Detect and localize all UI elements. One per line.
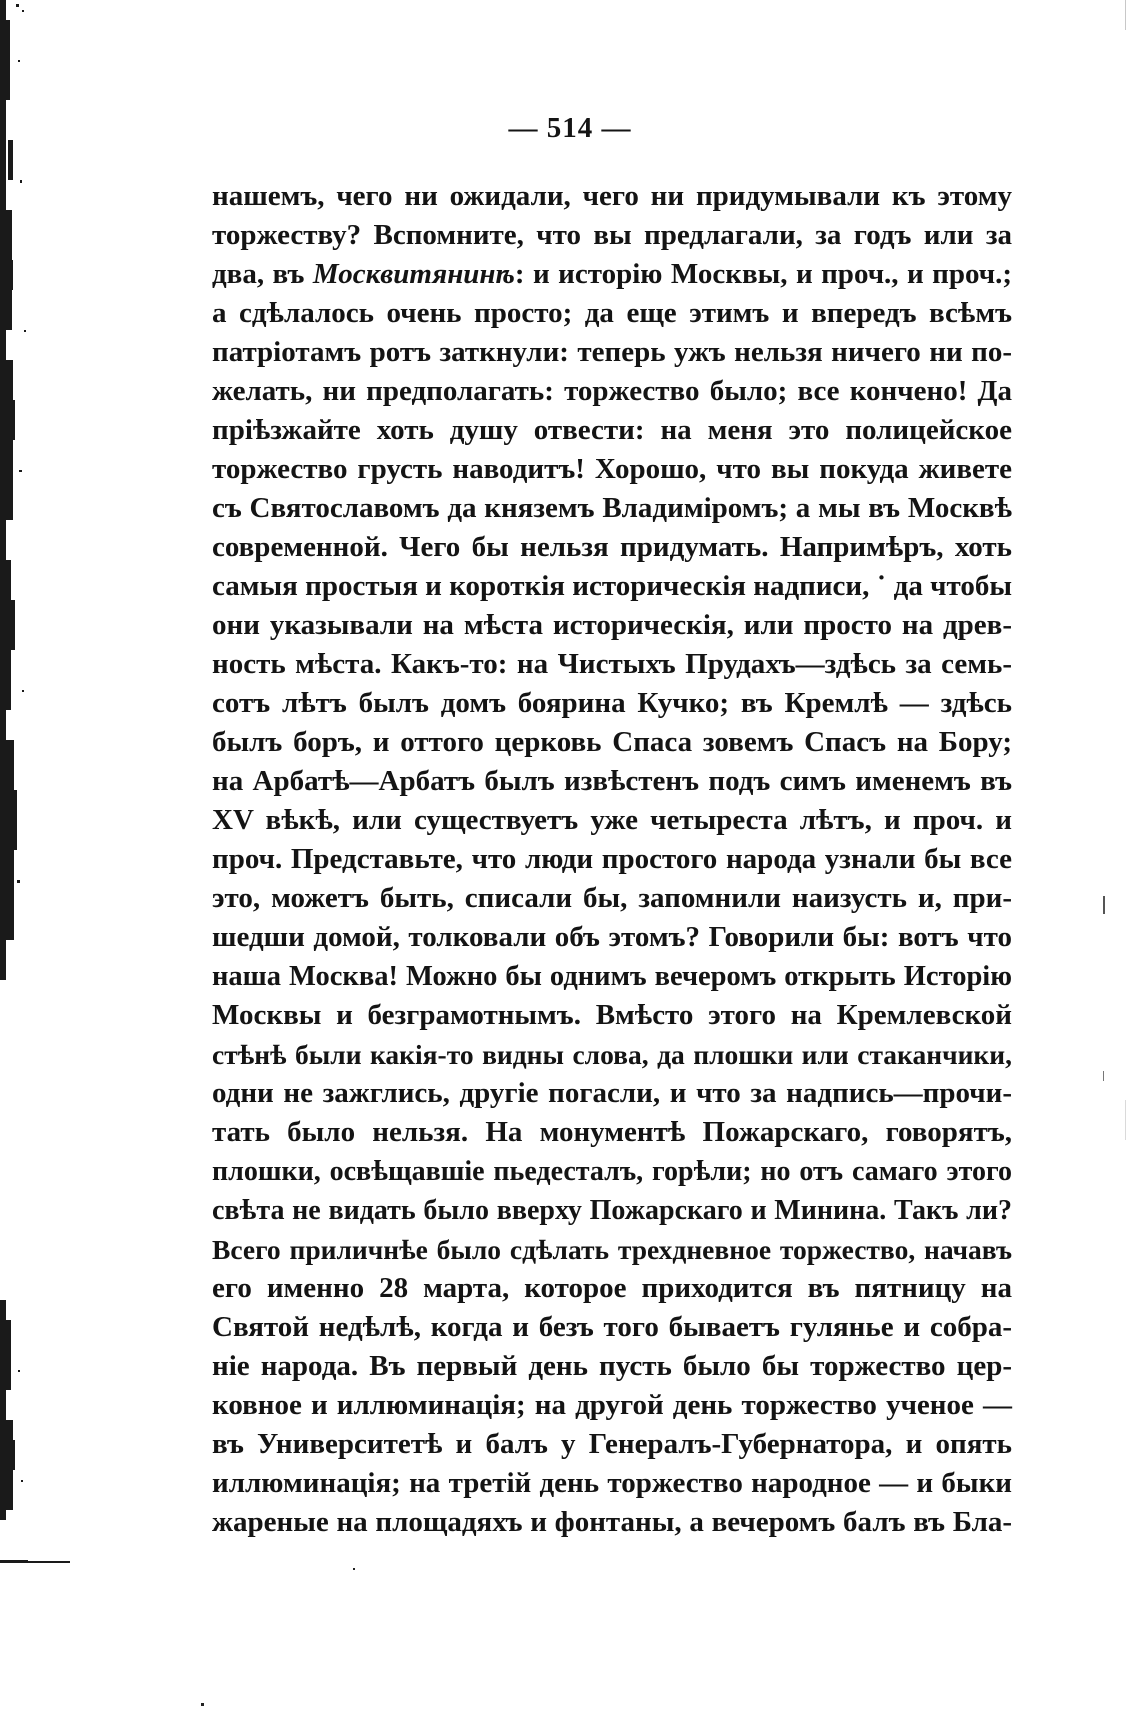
text-line: нашемъ, чего ни ожидали, чего ни придумывали къ этому [212,180,1012,212]
text-line: современной. Чего бы нельзя придумать. Напримѣръ, хоть [212,531,1012,563]
text-line: иллюминація; на третій день торжество народное — и быки [212,1467,1012,1499]
text-line: XV вѣкѣ, или существуетъ уже четыреста лѣтъ, и проч. и [212,804,1012,836]
text-line: они указывали на мѣста историческія, или просто на древ- [212,609,1012,641]
text-line: патріотамъ ротъ заткнули: теперь ужъ нельзя ничего ни по- [212,336,1012,368]
text-line: ковное и иллюминація; на другой день торжество ученое — [212,1389,1012,1421]
text-line: былъ боръ, и оттого церковь Спаса зовемъ Спасъ на Бору; [212,726,1012,758]
scan-speck [353,1568,355,1570]
text-line: съ Святославомъ да княземъ Владиміромъ; а мы въ Москвѣ [212,492,1012,524]
scan-speck [1103,896,1105,914]
text-line: проч. Представьте, что люди простого народа узнали бы все [212,843,1012,875]
text-line: это, можетъ быть, списали бы, запомнили наизусть и, при- [212,882,1012,914]
journal-title: Москвитянинѣ [312,258,515,290]
text-line: торжество грусть наводитъ! Хорошо, что вы покуда живете [212,453,1012,485]
text-line: шедши домой, толковали объ этомъ? Говорили бы: вотъ что [212,921,1012,953]
scan-speck [1103,1071,1104,1081]
text-line: его именно 28 марта, которое приходится въ пятницу на [212,1272,1012,1304]
page-number: — 514 — [508,112,632,144]
text-line: самыя простыя и короткія историческія надписи, ˙ да чтобы [212,570,1012,602]
text-line: наша Москва! Можно бы однимъ вечеромъ открыть Исторію [212,961,1012,992]
scan-binding-edge [0,0,70,1721]
text-line: торжеству? Вспомните, что вы предлагали, за годъ или за [212,219,1012,251]
text-line: Всего приличнѣе было сдѣлать трехдневное торжество, начавъ [212,1234,1012,1265]
text-line: жареные на площадяхъ и фонтаны, а вечеромъ балъ въ Бла- [212,1506,1012,1538]
scan-speck [201,1703,204,1706]
text-line: Святой недѣлѣ, когда и безъ того бываетъ гулянье и собра- [212,1311,1012,1343]
text-line: одни не зажглись, другіе погасли, и что за надпись—прочи- [212,1077,1012,1109]
text-line: Москвы и безграмотнымъ. Вмѣсто этого на Кремлевской [212,999,1012,1031]
text-line: а сдѣлалось очень просто; да еще этимъ и впередъ всѣмъ [212,297,1012,329]
text-line: два, въ Москвитянинѣ: и исторію Москвы, и проч., и проч.; [212,258,1012,290]
text-line: ность мѣста. Какъ-то: на Чистыхъ Прудахъ—здѣсь за семь- [212,648,1012,680]
body-text [212,177,1012,1542]
text-line: тать было нельзя. На монументѣ Пожарскаго, говорятъ, [212,1116,1012,1148]
text-line: ніе народа. Въ первый день пусть было бы торжество цер- [212,1350,1012,1382]
text-line: желать, ни предполагать: торжество было; все кончено! Да [212,375,1012,407]
text-line: пріѣзжайте хоть душу отвести: на меня это полицейское [212,414,1012,446]
text-line: въ Университетѣ и балъ у Генералъ-Губернатора, и опять [212,1428,1012,1460]
text-line: стѣнѣ были какія-то видны слова, да плошки или стаканчики, [212,1039,1012,1070]
text-line: плошки, освѣщавшіе пьедесталъ, горѣли; но отъ самаго этого [212,1156,1012,1187]
text-line: на Арбатѣ—Арбатъ былъ извѣстенъ подъ симъ именемъ въ [212,765,1012,797]
page-edge-line [1125,0,1126,1721]
text-line: свѣта не видать было вверху Пожарскаго и Минина. Такъ ли? [212,1195,1012,1226]
text-line: сотъ лѣтъ былъ домъ боярина Кучко; въ Кремлѣ — здѣсь [212,687,1012,719]
